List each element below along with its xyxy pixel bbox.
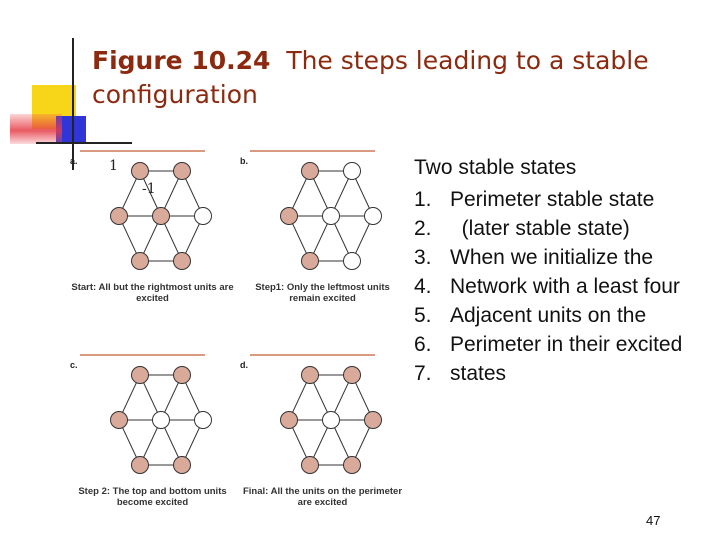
unexcited-unit bbox=[344, 253, 361, 270]
unexcited-unit bbox=[195, 412, 212, 429]
panel-letter: d. bbox=[240, 360, 248, 370]
panel-letter: a. bbox=[70, 156, 78, 166]
unexcited-unit bbox=[195, 208, 212, 225]
item-text: Perimeter in their excited bbox=[450, 333, 683, 356]
item-text: (later stable state) bbox=[450, 217, 630, 240]
item-number: 6. bbox=[414, 333, 432, 356]
excited-unit bbox=[174, 457, 191, 474]
panel-divider bbox=[250, 150, 375, 152]
excited-unit bbox=[302, 367, 319, 384]
item-text: Network with a least four bbox=[450, 275, 680, 298]
unexcited-unit bbox=[153, 412, 170, 429]
panel-divider bbox=[80, 150, 205, 152]
figure-label: Figure 10.24 bbox=[92, 46, 271, 75]
excited-unit bbox=[302, 457, 319, 474]
panel-divider bbox=[250, 354, 375, 356]
panel-letter: c. bbox=[70, 360, 78, 370]
item-text: Perimeter stable state bbox=[450, 188, 655, 211]
panel-caption: Final: All the units on the perimeter are excited bbox=[242, 486, 403, 508]
item-text: Adjacent units on the bbox=[450, 304, 647, 327]
item-number: 4. bbox=[414, 275, 432, 298]
slide-title bbox=[92, 44, 692, 112]
list-item bbox=[414, 301, 682, 330]
network-diagram bbox=[84, 360, 224, 480]
item-number: 2. bbox=[414, 217, 432, 240]
unexcited-unit bbox=[344, 163, 361, 180]
figure-title: The steps leading to a stable configuration bbox=[92, 46, 649, 109]
item-number: 7. bbox=[414, 362, 432, 385]
excited-unit bbox=[111, 412, 128, 429]
excited-unit bbox=[281, 208, 298, 225]
list-heading: Two stable states bbox=[414, 156, 577, 179]
list-item bbox=[414, 214, 682, 243]
panel-caption: Step 2: The top and bottom units become excited bbox=[78, 486, 227, 508]
unexcited-unit bbox=[365, 208, 382, 225]
item-text: states bbox=[450, 362, 507, 385]
network-diagram bbox=[254, 360, 394, 480]
panel-c bbox=[70, 354, 235, 529]
excited-unit bbox=[132, 253, 149, 270]
negative-weight-label: -1 bbox=[142, 181, 156, 197]
excited-unit bbox=[174, 163, 191, 180]
unexcited-unit bbox=[323, 412, 340, 429]
panel-divider bbox=[80, 354, 205, 356]
excited-unit bbox=[153, 208, 170, 225]
panel-b bbox=[240, 150, 405, 325]
excited-unit bbox=[174, 253, 191, 270]
page-number: 47 bbox=[646, 513, 661, 528]
panel-caption: Step1: Only the leftmost units remain excited bbox=[255, 282, 390, 304]
excited-unit bbox=[344, 367, 361, 384]
excited-unit bbox=[132, 457, 149, 474]
unexcited-unit bbox=[323, 208, 340, 225]
excited-unit bbox=[132, 163, 149, 180]
network-diagram bbox=[84, 156, 224, 276]
excited-unit bbox=[302, 253, 319, 270]
list-item bbox=[414, 272, 682, 301]
positive-weight-label: 1 bbox=[109, 158, 118, 174]
decor-horizontal-line bbox=[36, 142, 132, 144]
stable-states-list bbox=[414, 185, 682, 388]
panel-letter: b. bbox=[240, 156, 248, 166]
list-item bbox=[414, 185, 682, 214]
decor-red-bar bbox=[10, 114, 62, 144]
list-item bbox=[414, 243, 682, 272]
excited-unit bbox=[111, 208, 128, 225]
excited-unit bbox=[365, 412, 382, 429]
panel-caption: Start: All but the rightmost units are excited bbox=[71, 282, 234, 304]
list-item bbox=[414, 330, 682, 359]
panel-a bbox=[70, 150, 235, 325]
excited-unit bbox=[174, 367, 191, 384]
excited-unit bbox=[281, 412, 298, 429]
item-text: When we initialize the bbox=[450, 246, 654, 269]
panel-d bbox=[240, 354, 405, 529]
excited-unit bbox=[302, 163, 319, 180]
item-number: 5. bbox=[414, 304, 432, 327]
excited-unit bbox=[344, 457, 361, 474]
excited-unit bbox=[132, 367, 149, 384]
list-item bbox=[414, 359, 682, 388]
item-number: 3. bbox=[414, 246, 432, 269]
network-diagram bbox=[254, 156, 394, 276]
item-number: 1. bbox=[414, 188, 432, 211]
